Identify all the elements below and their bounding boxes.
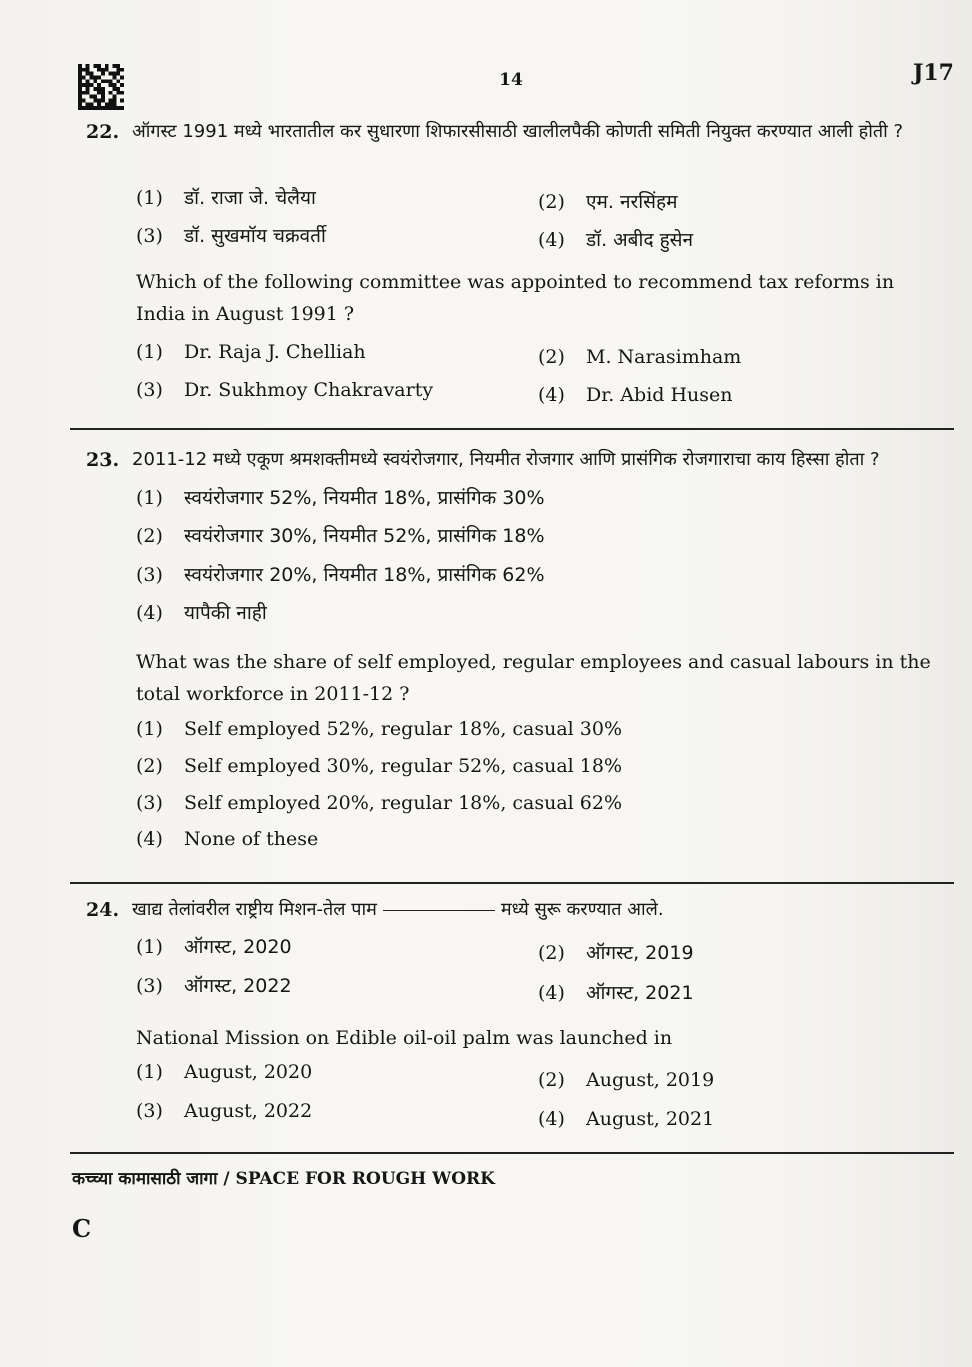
option-2-marathi: (2) एम. नरसिंहम	[538, 191, 678, 213]
option-4-marathi: (4) डॉ. अबीद हुसेन	[538, 229, 694, 251]
qr-code-icon	[77, 64, 125, 110]
option-3-english: (3) August, 2022	[136, 1100, 313, 1122]
option-2-english: (2) Self employed 30%, regular 52%, casual 18%	[136, 755, 623, 777]
option-4-english: (4) August, 2021	[538, 1108, 715, 1130]
rough-work-label: कच्च्या कामासाठी जागा / SPACE FOR ROUGH WORK	[72, 1169, 495, 1189]
option-4-english: (4) None of these	[136, 828, 319, 850]
option-1-english: (1) August, 2020	[136, 1061, 313, 1083]
option-3-marathi: (3) डॉ. सुखमॉय चक्रवर्ती	[136, 225, 326, 247]
series-code: C	[72, 1214, 92, 1243]
question-text-english: What was the share of self employed, regular employees and casual labours in the total workforce in 2011-12 ?	[136, 651, 931, 705]
option-4-english: (4) Dr. Abid Husen	[538, 384, 733, 406]
option-2-english: (2) M. Narasimham	[538, 346, 742, 368]
fill-in-blank	[383, 910, 495, 911]
option-1-marathi: (1) डॉ. राजा जे. चेलैया	[136, 187, 316, 209]
question-22	[86, 116, 938, 148]
option-1-english: (1) Self employed 52%, regular 18%, casual 30%	[136, 718, 623, 740]
option-3-english: (3) Dr. Sukhmoy Chakravarty	[136, 379, 434, 401]
divider	[70, 882, 954, 884]
question-text-marathi: खाद्य तेलांवरील राष्ट्रीय मिशन-तेल पाम मध्ये सुरू करण्यात आले.	[132, 899, 664, 920]
question-number: 22.	[86, 121, 120, 143]
option-4-marathi: (4) यापैकी नाही	[136, 602, 267, 624]
question-text-english: Which of the following committee was appointed to recommend tax reforms in India in August 1991 ?	[136, 271, 895, 325]
question-text-english: National Mission on Edible oil-oil palm was launched in	[136, 1027, 673, 1049]
option-1-english: (1) Dr. Raja J. Chelliah	[136, 341, 366, 363]
divider	[70, 428, 954, 430]
set-code: J17	[912, 60, 954, 86]
question-24	[86, 894, 938, 926]
divider	[70, 1152, 954, 1154]
option-3-english: (3) Self employed 20%, regular 18%, casual 62%	[136, 792, 623, 814]
option-1-marathi: (1) ऑगस्ट, 2020	[136, 936, 292, 958]
option-3-marathi: (3) ऑगस्ट, 2022	[136, 975, 292, 997]
option-2-marathi: (2) ऑगस्ट, 2019	[538, 942, 694, 964]
option-2-marathi: (2) स्वयंरोजगार 30%, नियमीत 52%, प्रासंगिक 18%	[136, 525, 545, 547]
question-text-marathi: 2011-12 मध्ये एकूण श्रमशक्तीमध्ये स्वयंरोजगार, नियमीत रोजगार आणि प्रासंगिक रोजगाराचा काय हिस्सा होता ?	[132, 449, 880, 470]
question-number: 23.	[86, 449, 120, 471]
option-4-marathi: (4) ऑगस्ट, 2021	[538, 982, 694, 1004]
option-3-marathi: (3) स्वयंरोजगार 20%, नियमीत 18%, प्रासंगिक 62%	[136, 564, 545, 586]
option-1-marathi: (1) स्वयंरोजगार 52%, नियमीत 18%, प्रासंगिक 30%	[136, 487, 545, 509]
question-number: 24.	[86, 899, 120, 921]
question-text-marathi: ऑगस्ट 1991 मध्ये भारतातील कर सुधारणा शिफारसीसाठी खालीलपैकी कोणती समिती नियुक्त करण्यात आली होती ?	[132, 121, 904, 142]
page-number: 14	[499, 70, 523, 90]
option-2-english: (2) August, 2019	[538, 1069, 715, 1091]
question-23	[86, 444, 938, 476]
